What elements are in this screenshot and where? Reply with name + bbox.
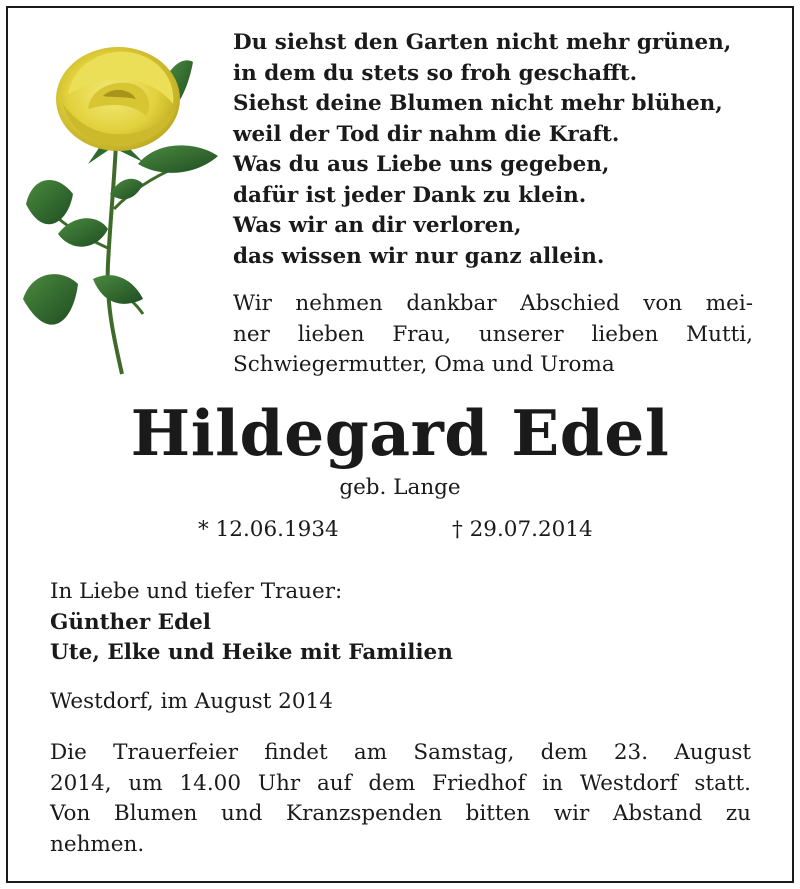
mourners [50, 577, 453, 669]
yellow-rose-icon [18, 34, 228, 379]
funeral-line: Von Blumen und Kranzspenden bitten wir Abstand zu [50, 801, 751, 826]
birth-date: * 12.06.1934 [198, 517, 339, 542]
death-date: † 29.07.2014 [452, 517, 593, 542]
farewell-text [233, 289, 753, 381]
funeral-line: Die Trauerfeier findet am Samstag, dem 23. August [50, 740, 751, 765]
mourner-name: Ute, Elke und Heike mit Familien [50, 640, 453, 665]
poem-line: Siehst deine Blumen nicht mehr blühen, [233, 91, 723, 116]
farewell-line: Schwiegermutter, Oma und Uroma [233, 352, 615, 377]
poem-line: dafür ist jeder Dank zu klein. [233, 182, 587, 208]
mourner-name: Günther Edel [50, 609, 211, 635]
poem-line: das wissen wir nur ganz allein. [233, 243, 605, 269]
poem-line: Was wir an dir verloren, [233, 213, 522, 238]
farewell-line: ner lieben Frau, unserer lieben Mutti, [233, 321, 753, 347]
deceased-name: Hildegard Edel [130, 396, 670, 470]
place-date: Westdorf, im August 2014 [50, 689, 333, 714]
farewell-line: Wir nehmen dankbar Abschied von mei- [233, 291, 753, 316]
poem [233, 28, 731, 272]
poem-line: Was du aus Liebe uns gegeben, [233, 152, 610, 177]
poem-line: Du siehst den Garten nicht mehr grünen, [233, 30, 732, 55]
mourners-intro: In Liebe und tiefer Trauer: [50, 579, 343, 604]
poem-line: in dem du stets so froh geschafft. [233, 60, 638, 86]
funeral-line: 2014, um 14.00 Uhr auf dem Friedhof in Westdorf statt. [50, 770, 751, 796]
funeral-line: nehmen. [50, 831, 145, 857]
maiden-name: geb. Lange [339, 475, 461, 500]
poem-line: weil der Tod dir nahm die Kraft. [233, 121, 620, 147]
funeral-notice [50, 738, 751, 860]
